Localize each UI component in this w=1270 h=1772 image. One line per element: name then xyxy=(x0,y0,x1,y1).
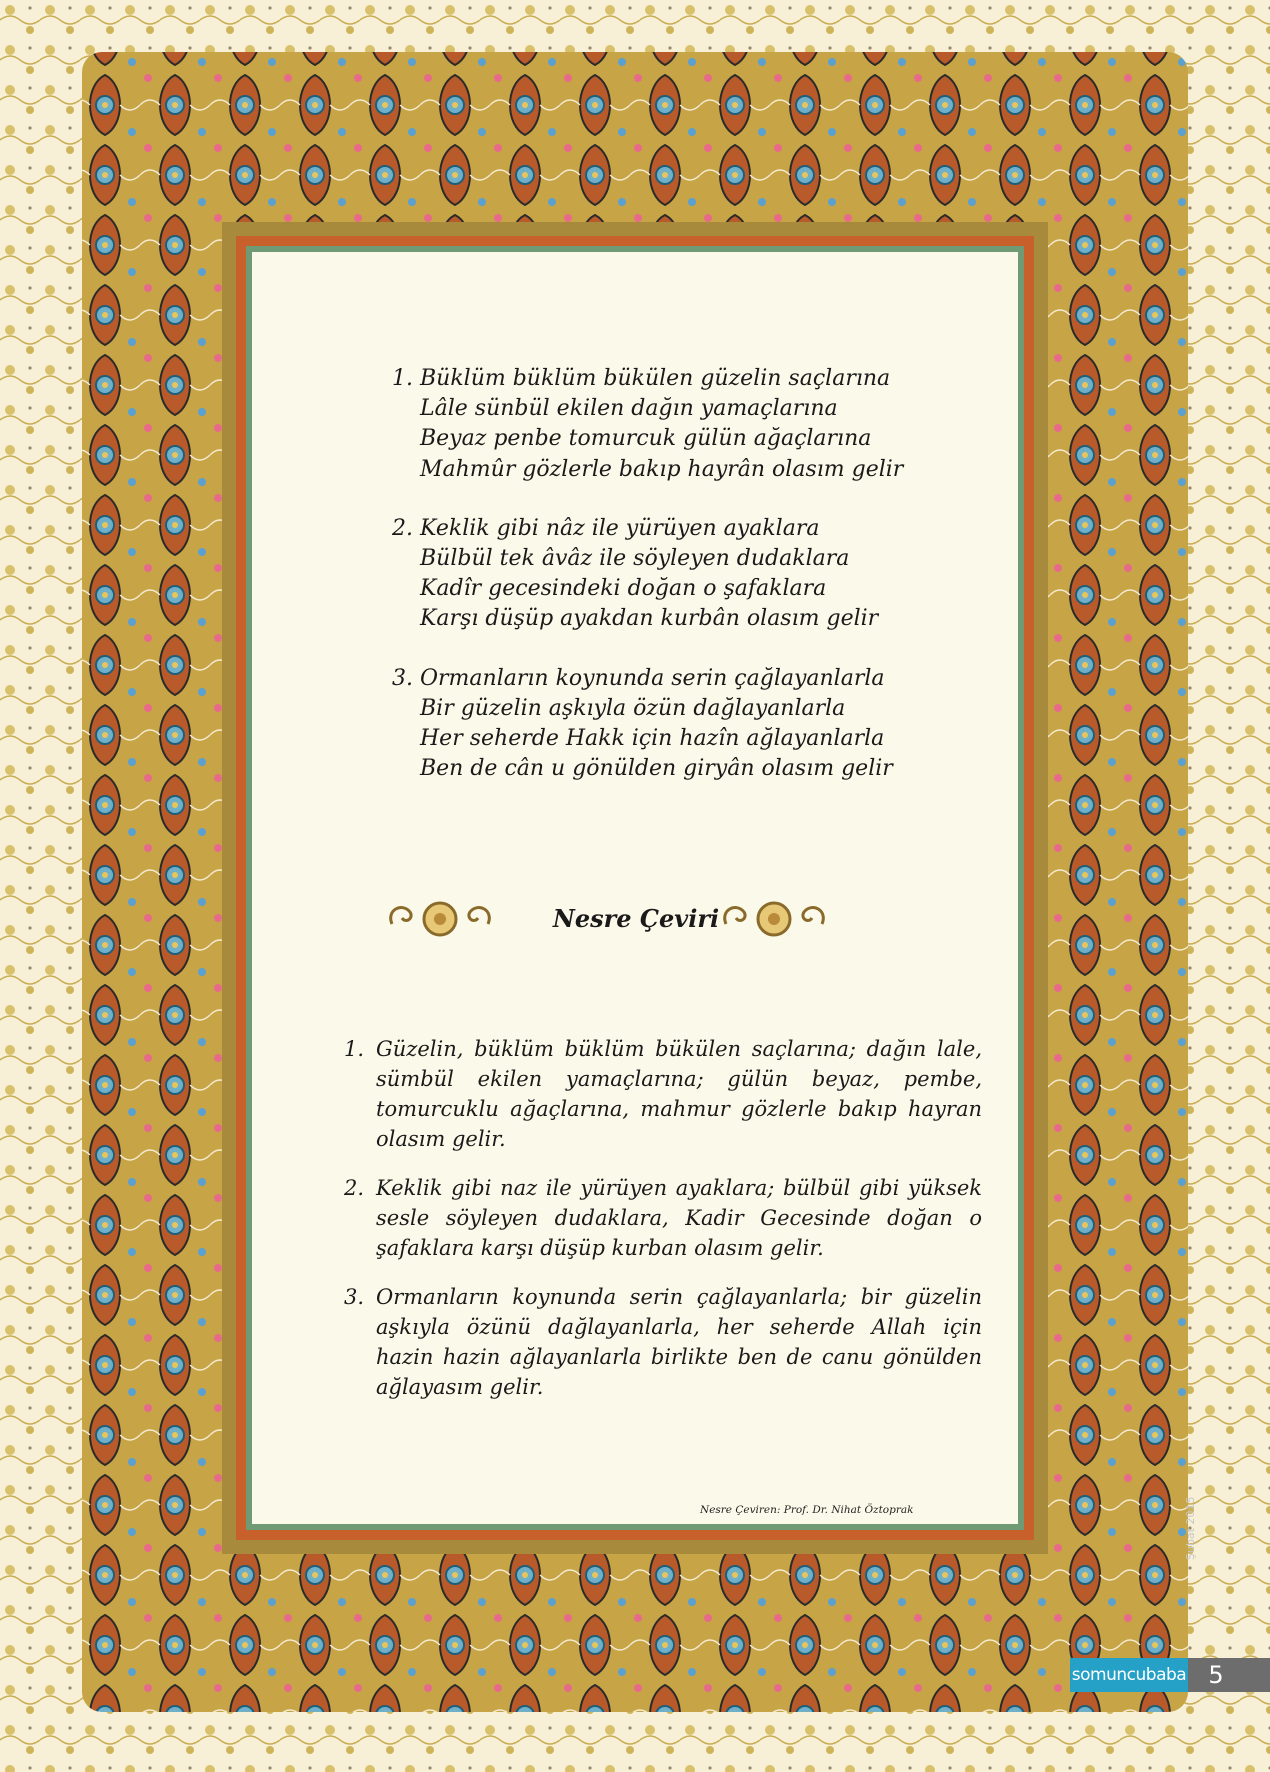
stanza xyxy=(380,364,940,485)
magazine-brand: somuncubaba xyxy=(1070,1658,1188,1692)
poem xyxy=(380,364,940,813)
poem-line: Lâle sünbül ekilen dağın yamaçlarına xyxy=(420,396,838,422)
section-heading: Nesre Çeviri xyxy=(552,904,720,933)
translator-credit: Nesre Çeviren: Prof. Dr. Nihat Öztoprak xyxy=(700,1504,914,1516)
paragraph-text: Güzelin, büklüm büklüm bükülen saçlarına; dağın lale, sümbül ekilen yamaçlarına; gülün beyaz, pembe, tomurcuklu ağaçlarına, mahmur gözlerle bakıp hayran olasım gelir. xyxy=(376,1037,982,1151)
paragraph-number: 2. xyxy=(344,1176,365,1200)
prose-paragraph xyxy=(344,1034,982,1154)
stanza xyxy=(380,514,940,635)
paragraph-number: 3. xyxy=(344,1285,365,1309)
stanza-number: 3. xyxy=(392,665,413,691)
paragraph-text: Keklik gibi naz ile yürüyen ayaklara; bülbül gibi yüksek sesle söyleyen dudaklara, Kadir Gecesinde doğan o şafaklara karşı düşüp kurban olasım gelir. xyxy=(376,1176,982,1260)
issue-date: Şubat 2015 xyxy=(1184,1496,1197,1560)
prose-paragraph xyxy=(344,1173,982,1263)
stanza xyxy=(380,664,940,785)
prose-translation xyxy=(344,1034,982,1421)
paragraph-text: Ormanların koynunda serin çağlayanlarla; bir güzelin aşkıyla özünü dağlayanlarla, her seherde Allah için hazin hazin ağlayanlarla birlikte ben de canu gönülden ağlayasım gelir. xyxy=(376,1285,982,1399)
prose-paragraph xyxy=(344,1282,982,1402)
poem-line: Bülbül tek âvâz ile söyleyen dudaklara xyxy=(420,546,850,572)
stanza-number: 1. xyxy=(392,366,413,391)
poem-line: Beyaz penbe tomurcuk gülün ağaçlarına xyxy=(420,426,872,452)
right-flourish-ornament xyxy=(718,894,830,944)
section-heading-row xyxy=(380,894,840,944)
poem-line: Kadîr gecesindeki doğan o şafaklara xyxy=(420,576,827,602)
left-flourish-ornament xyxy=(384,894,496,944)
stanza-number: 2. xyxy=(392,515,413,541)
poem-line: Her seherde Hakk için hazîn ağlayanlarla xyxy=(420,726,885,752)
poem-line: Bir güzelin aşkıyla özün dağlayanlarla xyxy=(420,695,846,721)
page-number: 5 xyxy=(1208,1661,1224,1689)
paragraph-number: 1. xyxy=(344,1037,365,1061)
poem-line: Mahmûr gözlerle bakıp hayrân olasım gelir xyxy=(420,456,904,482)
poem-line: Keklik gibi nâz ile yürüyen ayaklara xyxy=(420,515,820,541)
poem-line: Ormanların koynunda serin çağlayanlarla xyxy=(420,665,885,691)
poem-line: Ben de cân u gönülden giryân olasım gelir xyxy=(420,756,893,782)
poem-line: Büklüm büklüm bükülen güzelin saçlarına xyxy=(420,366,891,391)
poem-line: Karşı düşüp ayakdan kurbân olasım gelir xyxy=(420,606,879,632)
